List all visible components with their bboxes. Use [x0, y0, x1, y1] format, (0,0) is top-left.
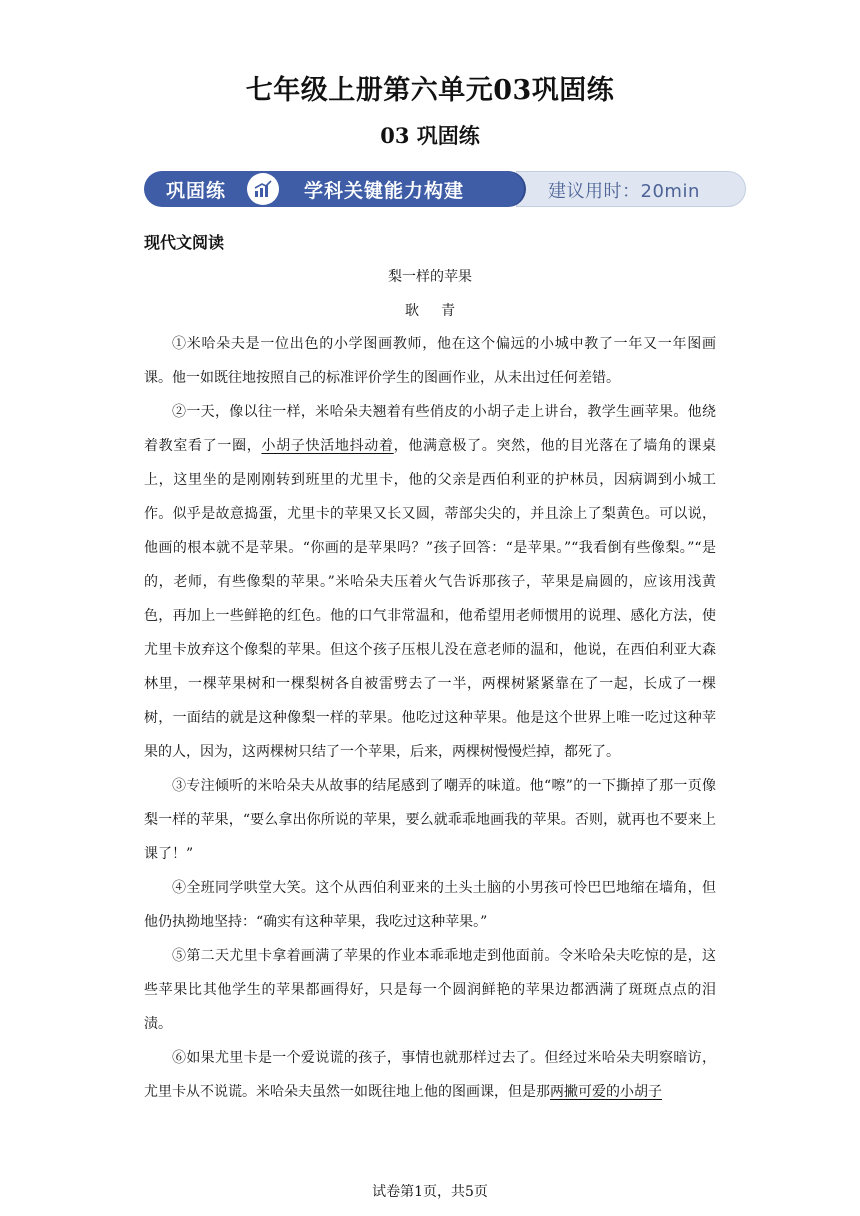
- author-name-part1: 耿: [405, 303, 419, 319]
- section-heading: 现代文阅读: [144, 233, 225, 252]
- section-subtitle: 03 巩固练: [380, 123, 480, 148]
- paragraph-6-part-a: ⑥如果尤里卡是一个爱说谎的孩子，事情也就那样过去了。但经过米哈朵夫明察暗访，尤里卡从不说谎。米哈朵夫虽然一如既往地上他的图画课，但是那: [144, 1050, 716, 1100]
- document-title: 七年级上册第六单元03巩固练: [245, 75, 615, 106]
- paragraph-2-part-a: ②一天，像以往一样，米哈朵夫翘着有些俏皮的小胡子走上讲台，教学生画苹果。他绕着教室看了一圈，: [144, 404, 716, 454]
- suggested-time-label: 建议用时：20min: [548, 181, 700, 202]
- underlined-phrase-cute-mustache: 两撇可爱的小胡子: [550, 1084, 662, 1100]
- bar-chart-icon: [247, 173, 279, 205]
- paragraph-3: ③专注倾听的米哈朵夫从故事的结尾感到了嘲弄的味道。他“嚓”的一下撕掉了那一页像梨一样的苹果，“要么拿出你所说的苹果，要么就乖乖地画我的苹果。否则，就再也不要来上课了！”: [144, 778, 716, 862]
- paragraph-1: ①米哈朵夫是一位出色的小学图画教师，他在这个偏远的小城中教了一年又一年图画课。他一如既往地按照自己的标准评价学生的图画作业，从未出过任何差错。: [144, 336, 716, 386]
- paragraph-2-part-b: ，他满意极了。突然，他的目光落在了墙角的课桌上，这里坐的是刚刚转到班里的尤里卡，他的父亲是西伯利亚的护林员，因病调到小城工作。似乎是故意捣蛋，尤里卡的苹果又长又圆，蒂部尖尖的，并且涂上了梨黄色。可以说，他画的根本就不是苹果。“你画的是苹果吗？”孩子回答：“是苹果。”“我看倒有些像梨。”“是的，老师，有些像梨的苹果。”米哈朵夫压着火气告诉那孩子，苹果是扁圆的，应该用浅黄色，再加上一些鲜艳的红色。他的口气非常温和，他希望用老师惯用的说理、感化方法，使尤里卡放弃这个像梨的苹果。但这个孩子压根儿没在意老师的温和，他说，在西伯利亚大森林里，一棵苹果树和一棵梨树各自被雷劈去了一半，两棵树紧紧靠在了一起，长成了一棵树，一面结的就是这种像梨一样的苹果。他吃过这种苹果。他是这个世界上唯一吃过这种苹果的人，因为，这两棵树只结了一个苹果，后来，两棵树慢慢烂掉，都死了。: [144, 438, 717, 760]
- passage-author: [0, 300, 860, 320]
- author-name-part2: 青: [441, 303, 455, 319]
- banner-tag-consolidation: 巩固练: [166, 180, 227, 202]
- exercise-banner: [144, 171, 746, 207]
- paragraph-6: [144, 1041, 716, 1109]
- paragraph-2: [144, 395, 716, 769]
- paragraph-4: ④全班同学哄堂大笑。这个从西伯利亚来的土头土脑的小男孩可怜巴巴地缩在墙角，但他仍执拗地坚持：“确实有这种苹果，我吃过这种苹果。”: [144, 880, 716, 930]
- underlined-phrase-mustache: 小胡子快活地抖动着: [261, 438, 394, 454]
- banner-tag-ability: 学科关键能力构建: [304, 180, 465, 202]
- paragraph-5: ⑤第二天尤里卡拿着画满了苹果的作业本乖乖地走到他面前。令米哈朵夫吃惊的是，这些苹果比其他学生的苹果都画得好，只是每一个圆润鲜艳的苹果边都洒满了斑斑点点的泪渍。: [144, 948, 716, 1032]
- page-footer: 试卷第1页，共5页: [372, 1184, 488, 1200]
- passage-title: 梨一样的苹果: [388, 269, 472, 285]
- passage-body: [144, 327, 716, 1109]
